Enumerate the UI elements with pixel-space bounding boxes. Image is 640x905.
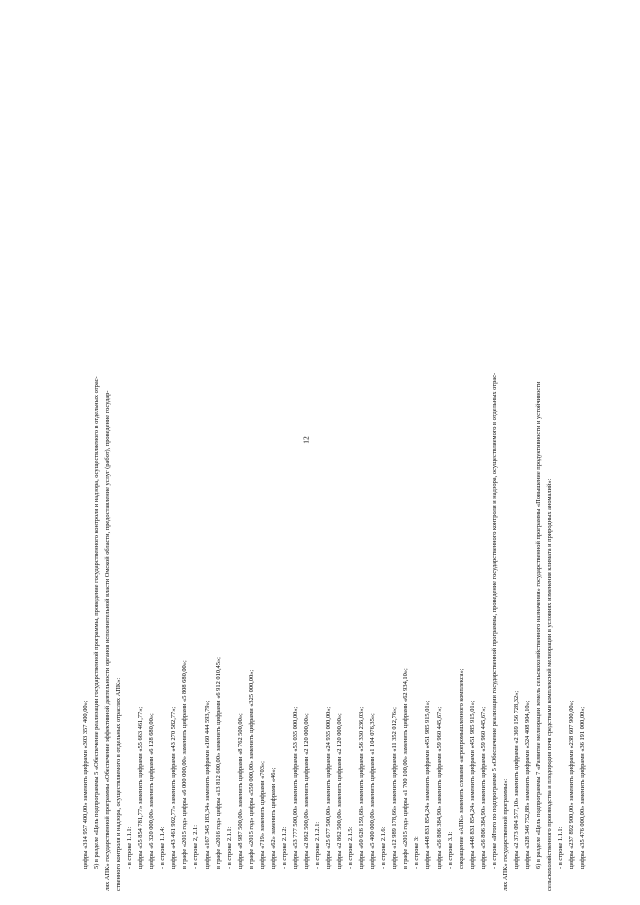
text-line: - в строке 2, 2.1: (192, 825, 200, 869)
text-line: цифры «43 461 902,77» заменить цифрами «43 270 582,77»; (170, 706, 178, 869)
text-line: цифры «62» заменить цифрами «46»; (269, 767, 277, 869)
text-line: цифры «314 957 400,00» заменить цифрами «303 357 400,00»; (82, 700, 89, 869)
text-line: - в строке 2.1.2.1: (313, 821, 321, 869)
text-line: - в строке «Итого по подпрограмме 5 «Обеспечение реализации государственной программы, проведение государственного контроля и надзора, осуществляемого в отдельных отрас- (490, 372, 498, 869)
text-line: 6) в разделе «Цель подпрограммы 7 «Развитие мелиорации земель сельскохозяйственного назначения» государственной программы «Повышение продуктивности и устойчивости (534, 381, 542, 869)
text-line: цифры «56 806 384,90» заменить цифрами «59 960 445,67»; (435, 706, 443, 869)
text-line: цифры «55 854 781,77» заменить цифрами «55 663 461,77»; (137, 706, 145, 869)
text-line: лях АПК» государственной программы «Обеспечение эффективной деятельности органов исполнительной власти Омской области, предоставление услуг (работ), проведение государ- (104, 390, 112, 891)
text-line: - в строке 2.1.1: (225, 826, 233, 869)
text-line: - в строке 3.1: (446, 831, 454, 869)
text-line: лях АПК» государственной программы»: (501, 778, 509, 891)
text-line: цифры «719» заменить цифрами «703»; (258, 761, 266, 869)
rotated-text-block (80, 31, 588, 891)
text-line: цифры «35 476 000,00» заменить цифрами «36 191 000,00»; (579, 706, 587, 869)
text-line: в графе «2016 год» цифры «13 812 600,00» заменить цифрами «6 912 010,45»; (214, 657, 222, 869)
page-number: 12 (301, 436, 311, 444)
text-line: цифры «53 777 500,00» заменить цифрами «53 035 000,00»; (291, 706, 299, 869)
text-line: цифры «328 346 752,88» заменить цифрами «324 408 904,10»; (523, 700, 531, 869)
text-line: - в строке 3: (413, 836, 421, 869)
text-line: сельскохозяйственного производства и плодородия почв средствами комплексной мелиорации в условиях изменения климата и природных аномалий»: (545, 478, 553, 891)
text-line: - в строке 2.1.5: (347, 826, 355, 869)
text-line: в графе «2015 год» цифры «1 700 100,00» заменить цифрами «62 934,10»; (402, 668, 410, 869)
text-line: ственного контроля и надзора, осуществляемого в отдельных отраслях АПК»: (115, 677, 123, 891)
text-line: в графе «2015 год» цифры «550 000,00» заменить цифрами «325 000,00»; (247, 669, 255, 869)
text-line: цифры «12 989 178,66» заменить цифрами «11 352 012,76»; (391, 707, 399, 869)
text-line: - в строке 2.1.2: (280, 826, 288, 869)
text-line: - в строке 1.1.1: (126, 826, 134, 869)
text-line: цифры «167 345 183,34» заменить цифрами «160 444 593,79»; (203, 700, 211, 869)
text-line: цифры «448 831 854,24» заменить цифрами «451 985 915,01»; (424, 700, 432, 869)
text-line: в графе «2015 год» цифры «6 000 000,00» заменить цифрами «5 808 680,00»; (181, 660, 189, 869)
text-line: цифры «25 677 500,00» заменить цифрами «24 935 000,00»; (325, 706, 333, 869)
text-line: - в строке 2.1.6: (380, 826, 388, 869)
text-line: цифры «237 892 900,00» заменить цифрами «238 607 900,00»; (568, 700, 576, 869)
text-line: цифры «60 626 159,68» заменить цифрами «56 330 236,03»; (358, 706, 366, 869)
text-line: - в строке 1.1.4: (159, 826, 167, 869)
text-line: сокращение «АПК» заменить словами «агропромышленного комплекса»; (457, 668, 465, 869)
text-line: цифры «2 862 500,00» заменить цифрами «2 120 000,00»; (336, 713, 344, 869)
text-line: цифры «448 831 854,24» заменить цифрами «451 985 915,01»; (468, 700, 476, 869)
text-line: 5) в разделе «Цель подпрограммы 5 «Обеспечение реализации государственной программы, проведение государственного контроля и надзора, осуществляемого в отдельных отрас- (93, 376, 101, 869)
text-line: цифры «2 373 094 577,10» заменить цифрами «2 369 156 728,32»; (512, 690, 520, 869)
text-line: цифры «56 806 384,90» заменить цифрами «59 960 445,67»; (479, 706, 487, 869)
text-line: цифры «5 400 000,00» заменить цифрами «1 104 076,35»; (369, 713, 377, 869)
text-line: цифры «6 320 000,00» заменить цифрами «6 128 680,00»; (148, 713, 156, 869)
text-line: - в строке 1.1.1: (557, 826, 565, 869)
text-line: цифры «8 987 500,00» заменить цифрами «8 762 500,00»; (236, 713, 244, 869)
text-line: цифры «2 862 500,00» заменить цифрами «2 120 000,00»; (302, 713, 310, 869)
